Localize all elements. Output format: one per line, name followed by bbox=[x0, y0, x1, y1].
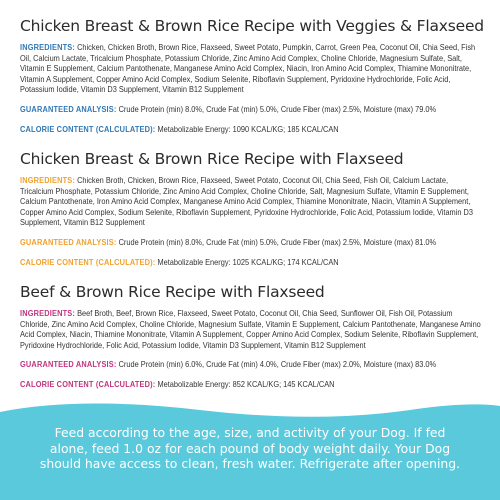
recipe-title: Chicken Breast & Brown Rice Recipe with Flaxseed bbox=[20, 150, 404, 168]
calorie-content-text: Metabolizable Energy: 852 KCAL/KG; 145 KCAL/CAN bbox=[157, 378, 335, 389]
calorie-content-label: CALORIE CONTENT (CALCULATED): bbox=[20, 378, 156, 389]
calorie-content-label: CALORIE CONTENT (CALCULATED): bbox=[20, 123, 156, 134]
ingredients-label: INGREDIENTS: bbox=[20, 42, 76, 52]
recipe-title: Beef & Brown Rice Recipe with Flaxseed bbox=[20, 283, 325, 301]
feeding-instructions-text: Feed according to the age, size, and activity of your Dog. If fed alone, feed 1.0 oz for each pound of body weight daily. Your Dog should have access to clean, fresh water. Refrigerate after opening. bbox=[39, 425, 461, 471]
ingredients-label: INGREDIENTS: bbox=[20, 308, 76, 318]
ingredients-label: INGREDIENTS: bbox=[20, 175, 76, 185]
ingredients-paragraph bbox=[20, 175, 482, 228]
calorie-content-text: Metabolizable Energy: 1025 KCAL/KG; 174 KCAL/CAN bbox=[157, 256, 339, 267]
calorie-content-text: Metabolizable Energy: 1090 KCAL/KG; 185 KCAL/CAN bbox=[157, 123, 339, 134]
ingredients-text: Beef Broth, Beef, Brown Rice, Flaxseed, Sweet Potato, Coconut Oil, Chia Seed, Sunflower Oil, Fish Oil, Potassium Chloride, Zinc Amino Acid Complex, Choline Chloride, Magnesium Sulfate, Vitamin E Supplement, Calcium Pantothenate, Manganese Amino Acid Complex, Niacin, Thiamine Mononitrate, Vitamin A Supplement, Copper Amino Acid Complex, Sodium Selenite, Riboflavin Supplement, Pyridoxine Hydrochloride, Folic Acid, Potassium Iodide, Vitamin D3 Supplement, Vitamin B12 Supplement bbox=[20, 308, 481, 350]
calorie-content-line bbox=[20, 257, 482, 268]
calorie-content-label: CALORIE CONTENT (CALCULATED): bbox=[20, 256, 156, 267]
ingredients-paragraph bbox=[20, 42, 482, 95]
calorie-content-line bbox=[20, 379, 482, 390]
guaranteed-analysis-text: Crude Protein (min) 8.0%, Crude Fat (min) 5.0%, Crude Fiber (max) 2.5%, Moisture (max) 81.0% bbox=[118, 236, 437, 247]
guaranteed-analysis-label: GUARANTEED ANALYSIS: bbox=[20, 359, 117, 370]
footer-wave-divider bbox=[0, 400, 500, 420]
recipe-section-chicken-veggies bbox=[20, 17, 482, 134]
ingredients-text: Chicken, Chicken Broth, Brown Rice, Flaxseed, Sweet Potato, Pumpkin, Carrot, Green Pea, Coconut Oil, Chia Seed, Fish Oil, Calcium Lactate, Tricalcium Phosphate, Potassium Chloride, Zinc Amino Acid Complex, Choline Chloride, Magnesium Sulfate, Salt, Vitamin E Supplement, Calcium Pantothenate, Manganese Amino Acid Complex, Niacin, Iron Amino Acid Complex, Thiamine Mononitrate, Vitamin A Supplement, Copper Amino Acid Complex, Sodium Selenite, Riboflavin Supplement, Pyridoxine Hydrochloride, Folic Acid, Potassium Iodide, Vitamin D3 Supplement, Vitamin B12 Supplement bbox=[20, 42, 476, 95]
guaranteed-analysis-label: GUARANTEED ANALYSIS: bbox=[20, 236, 117, 247]
guaranteed-analysis-line bbox=[20, 359, 482, 370]
guaranteed-analysis-text: Crude Protein (min) 8.0%, Crude Fat (min) 5.0%, Crude Fiber (max) 2.5%, Moisture (max) 79.0% bbox=[118, 103, 437, 114]
recipe-section-chicken-flaxseed bbox=[20, 150, 482, 267]
recipe-section-beef-flaxseed bbox=[20, 283, 482, 390]
calorie-content-line bbox=[20, 124, 482, 135]
ingredients-text: Chicken Broth, Chicken, Brown Rice, Flaxseed, Sweet Potato, Coconut Oil, Chia Seed, Fish Oil, Calcium Lactate, Tricalcium Phosphate, Potassium Chloride, Zinc Amino Acid Complex, Choline Chloride, Salt, Magnesium Sulfate, Vitamin E Supplement, Calcium Pantothenate, Iron Amino Acid Complex, Manganese Amino Acid Complex, Thiamine Mononitrate, Niacin, Vitamin A Supplement, Copper Amino Acid Complex, Sodium Selenite, Riboflavin Supplement, Pyridoxine Hydrochloride, Folic Acid, Potassium Iodide, Vitamin D3 Supplement, Vitamin B12 Supplement bbox=[20, 175, 473, 228]
recipe-title: Chicken Breast & Brown Rice Recipe with Veggies & Flaxseed bbox=[20, 17, 484, 35]
guaranteed-analysis-label: GUARANTEED ANALYSIS: bbox=[20, 103, 117, 114]
guaranteed-analysis-line bbox=[20, 237, 482, 248]
ingredients-paragraph bbox=[20, 308, 482, 350]
guaranteed-analysis-line bbox=[20, 104, 482, 115]
guaranteed-analysis-text: Crude Protein (min) 6.0%, Crude Fat (min) 4.0%, Crude Fiber (max) 2.0%, Moisture (max) 83.0% bbox=[118, 359, 437, 370]
